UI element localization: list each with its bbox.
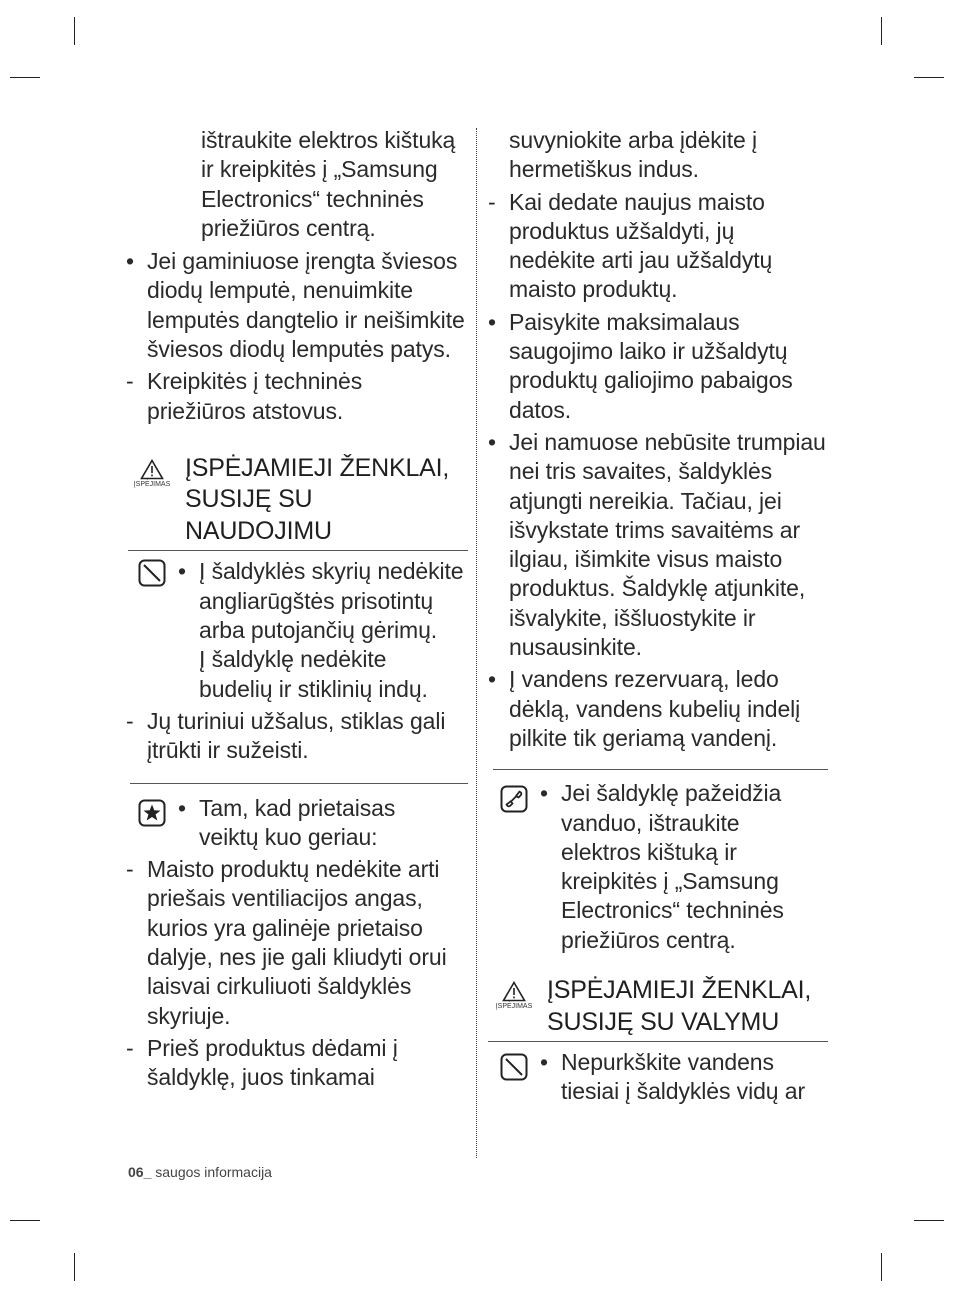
list-item: [126, 855, 468, 1031]
continued-paragraph: ištraukite elektros kištuką ir kreipkitės į „Samsung Electronics“ techninės priežiūros centrą.: [201, 127, 456, 241]
section-title: ĮSPĖJAMIEJI ŽENKLAI, SUSIJĘ SU NAUDOJIMU: [185, 453, 450, 545]
list-item-text: Į vandens rezervuarą, ledo dėklą, vandens kubelių indelį pilkite tik geriamą vandenį.: [509, 666, 801, 751]
section-heading: [488, 975, 828, 1038]
warning-label: ĮSPĖJIMAS: [495, 1003, 533, 1011]
section-heading: [126, 453, 468, 548]
list-item-text: Paisykite maksimalaus saugojimo laiko ir užšaldytų produktų galiojimo pabaigos datos.: [509, 308, 793, 423]
dash-symbol: -: [126, 1034, 134, 1061]
dash-symbol: -: [126, 368, 134, 395]
phone-icon: [488, 779, 540, 813]
bullet-symbol: •: [488, 308, 496, 335]
continued-paragraph: suvyniokite arba įdėkite į hermetiškus indus.: [509, 127, 757, 183]
crop-mark: [10, 1220, 40, 1221]
bullet-symbol: •: [126, 248, 134, 275]
list-item: [488, 665, 828, 753]
prohibit-icon: [126, 557, 178, 587]
prohibit-block: [488, 1048, 828, 1107]
list-item: [488, 308, 828, 425]
list-item: [178, 794, 468, 853]
page-footer: [128, 1164, 272, 1180]
list-item: [126, 367, 468, 426]
crop-mark: [914, 1220, 944, 1221]
dash-symbol: -: [126, 856, 134, 883]
bullet-symbol: •: [488, 428, 496, 455]
section-title: ĮSPĖJAMIEJI ŽENKLAI, SUSIJĘ SU VALYMU: [547, 976, 812, 1036]
list-item-text: Jų turiniui užšalus, stiklas gali įtrūkti ir sužeisti.: [147, 707, 446, 764]
list-item: [540, 779, 828, 955]
section-rule: [488, 1041, 828, 1042]
crop-mark: [10, 77, 40, 78]
list-item: [126, 707, 468, 766]
warning-label: ĮSPĖJIMAS: [133, 480, 171, 488]
dash-symbol: -: [488, 188, 496, 215]
star-icon: [126, 794, 178, 827]
left-column: [126, 126, 468, 1093]
dash-symbol: -: [126, 707, 134, 734]
right-column: [488, 126, 828, 1107]
bullet-symbol: •: [178, 558, 186, 585]
list-item-text: Kreipkitės į techninės priežiūros atstovus.: [147, 368, 363, 424]
prohibit-icon: [488, 1048, 540, 1081]
crop-mark: [881, 17, 882, 45]
footer-section-label: saugos informacija: [151, 1164, 272, 1180]
crop-mark: [74, 17, 75, 45]
crop-mark: [74, 1253, 75, 1281]
water-damage-block: [488, 779, 828, 955]
list-item-text: Prieš produktus dėdami į šaldyklę, juos tinkamai: [147, 1034, 398, 1091]
list-item-text: Jei šaldyklę pažeidžia vanduo, ištraukite elektros kištuką ir kreipkitės į „Samsung Electronics“ techninės priežiūros centrą.: [561, 780, 784, 953]
list-item-text: Jei namuose nebūsite trumpiau nei tris savaites, šaldyklės atjungti nereikia. Tačiau, jei išvykstate trims savaitėms ar ilgiau, išimkite visus maisto produktus. Šaldyklę atjunkite, išvalykite, iššluostykite ir nusausinkite.: [509, 428, 826, 661]
list-item: [488, 428, 828, 662]
bullet-symbol: •: [540, 1049, 548, 1076]
list-item: [488, 188, 828, 305]
block-rule: [130, 783, 468, 784]
block-rule: [493, 769, 828, 770]
tip-block: [126, 794, 468, 853]
bullet-symbol: •: [178, 794, 186, 821]
page-number: 06_: [128, 1164, 152, 1180]
list-item: [126, 1034, 468, 1093]
list-item-text: Tam, kad prietaisas veiktų kuo geriau:: [199, 794, 396, 850]
prohibit-block: [126, 557, 468, 703]
crop-mark: [914, 77, 944, 78]
warning-icon: [126, 459, 178, 489]
list-item: [178, 557, 468, 645]
list-item: [126, 247, 468, 364]
list-item-text: Kai dedate naujus maisto produktus užšaldyti, jų nedėkite arti jau užšaldytų maisto produktų.: [509, 188, 773, 303]
list-item: [540, 1048, 828, 1107]
crop-mark: [881, 1253, 882, 1281]
column-divider: [476, 128, 477, 1158]
bullet-symbol: •: [540, 780, 548, 807]
list-item-text: Nepurkškite vandens tiesiai į šaldyklės vidų ar: [561, 1049, 806, 1105]
warning-icon: [488, 981, 540, 1011]
section-rule: [128, 550, 468, 551]
bullet-symbol: •: [488, 666, 496, 693]
list-item-text: Į šaldyklę nedėkite budelių ir stiklinių indų.: [199, 646, 428, 702]
list-item-text: Maisto produktų nedėkite arti priešais ventiliacijos angas, kurios yra galinėje prietaiso dalyje, nes jie gali kliudyti orui laisvai cirkuliuoti šaldyklės skyriuje.: [147, 856, 447, 1029]
list-item-text: Į šaldyklės skyrių nedėkite angliarūgštės prisotintų arba putojančių gėrimų.: [199, 558, 464, 644]
list-item-text: Jei gaminiuose įrengta šviesos diodų lemputė, nenuimkite lemputės dangtelio ir neišimkite šviesos diodų lemputės patys.: [147, 248, 465, 363]
